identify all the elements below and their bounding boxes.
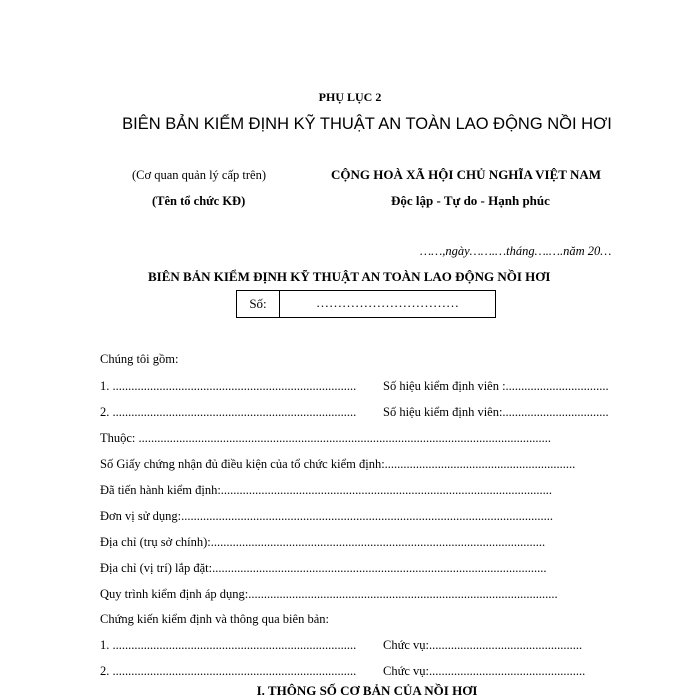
witness-1-position: Chức vụ:.................................................: [383, 638, 583, 652]
record-number-value: ……………………………: [316, 295, 459, 310]
intro-line: Chúng tôi gồm:: [100, 352, 179, 366]
address-hq-line: Địa chỉ (trụ sở chính):...........................................................................................................: [100, 535, 546, 549]
belongs-to-line: Thuộc: ....................................................................................................................................: [100, 431, 552, 445]
certificate-line: Số Giấy chứng nhận đủ điều kiện của tổ chức kiểm định:.............................................................: [100, 457, 576, 471]
inspector-2-name: 2. ..............................................................................: [100, 405, 357, 419]
date-line: ……,ngày…….…tháng….….năm 20…: [420, 244, 612, 258]
inspector-2-code: Số hiệu kiểm định viên:..................................: [383, 405, 609, 419]
agency-label: (Cơ quan quản lý cấp trên): [132, 168, 266, 182]
national-motto: Độc lập - Tự do - Hạnh phúc: [391, 193, 550, 208]
witness-1-name: 1. ..............................................................................: [100, 638, 357, 652]
national-title: CỘNG HOÀ XÃ HỘI CHỦ NGHĨA VIỆT NAM: [331, 167, 602, 182]
witness-2-name: 2. ..............................................................................: [100, 664, 357, 678]
procedure-line: Quy trình kiểm định áp dụng:...................................................................................................: [100, 587, 558, 601]
witness-intro: Chứng kiến kiểm định và thông qua biên bản:: [100, 612, 329, 626]
section-heading: I. THÔNG SỐ CƠ BẢN CỦA NỒI HƠI: [256, 683, 478, 698]
address-install-line: Địa chỉ (vị trí) lắp đặt:...........................................................................................................: [100, 561, 547, 575]
record-number-box: [236, 290, 496, 318]
witness-2-position: Chức vụ:..................................................: [383, 664, 586, 678]
inspected-line: Đã tiến hành kiểm định:..........................................................................................................: [100, 483, 553, 497]
record-title: BIÊN BẢN KIỂM ĐỊNH KỸ THUẬT AN TOÀN LAO ĐỘNG NỒI HƠI: [148, 269, 551, 284]
user-unit-line: Đơn vị sử dụng:.......................................................................................................................: [100, 509, 553, 523]
inspector-1-name: 1. ..............................................................................: [100, 379, 357, 393]
inspector-1-code: Số hiệu kiểm định viên :.................................: [383, 379, 609, 393]
record-number-label: Số:: [237, 291, 280, 317]
organization-name: (Tên tổ chức KĐ): [152, 194, 246, 208]
document-title: BIÊN BẢN KIỂM ĐỊNH KỸ THUẬT AN TOÀN LAO ĐỘNG NỒI HƠI: [122, 115, 612, 133]
appendix-label: PHỤ LỤC 2: [318, 90, 382, 104]
